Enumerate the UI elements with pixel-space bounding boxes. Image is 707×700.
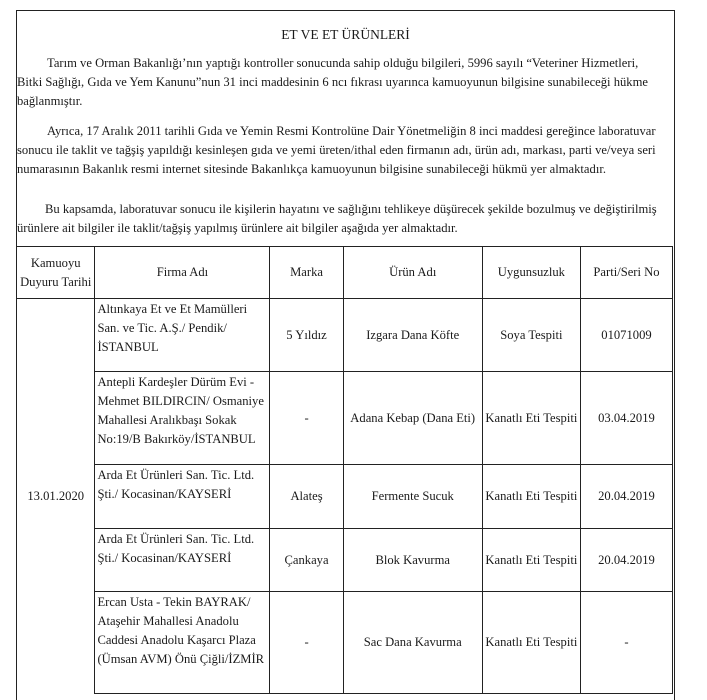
table-row bbox=[17, 529, 673, 592]
header-nonconformity: Uygunsuzluk bbox=[482, 247, 580, 299]
firm-cell: Ercan Usta - Tekin BAYRAK/ Ataşehir Mahallesi Anadolu Caddesi Anadolu Kaşarcı Plaza (Ümsan AVM) Önü Çiğli/İZMİR bbox=[95, 592, 270, 694]
nonconformity-cell: Kanatlı Eti Tespiti bbox=[482, 529, 580, 592]
brand-cell: Alateş bbox=[270, 465, 343, 529]
firm-cell: Altınkaya Et ve Et Mamülleri San. ve Tic. A.Ş./ Pendik/İSTANBUL bbox=[95, 299, 270, 372]
nonconformity-cell: Soya Tespiti bbox=[482, 299, 580, 372]
header-firm-name: Firma Adı bbox=[95, 247, 270, 299]
header-lot-number: Parti/Seri No bbox=[580, 247, 672, 299]
firm-cell: Antepli Kardeşler Dürüm Evi - Mehmet BILDIRCIN/ Osmaniye Mahallesi Aralıkbaşı Sokak No:19/B Bakırköy/İSTANBUL bbox=[95, 372, 270, 465]
scope-paragraph: Bu kapsamda, laboratuvar sonucu ile kişilerin hayatını ve sağlığını tehlikeye düşürecek şekilde bozulmuş ve değiştirilmiş ürünlere ait bilgiler ile taklit/tağşiş yapılmış ürünlere ait bilgiler aşağıda yer almaktadır. bbox=[17, 202, 657, 235]
lot-cell: - bbox=[580, 592, 672, 694]
brand-cell: - bbox=[270, 592, 343, 694]
lot-cell: 20.04.2019 bbox=[580, 529, 672, 592]
header-brand: Marka bbox=[270, 247, 343, 299]
brand-cell: Çankaya bbox=[270, 529, 343, 592]
header-announcement-date: Kamuoyu Duyuru Tarihi bbox=[17, 247, 95, 299]
table-row bbox=[17, 372, 673, 465]
nonconformity-cell: Kanatlı Eti Tespiti bbox=[482, 592, 580, 694]
product-cell: Fermente Sucuk bbox=[343, 465, 482, 529]
regulation-paragraph: Ayrıca, 17 Aralık 2011 tarihli Gıda ve Yemin Resmi Kontrolüne Dair Yönetmeliğin 8 inci maddesi gereğince laboratuvar sonucu ile taklit ve tağşiş yapıldığı kesinleşen gıda ve yemi üreten/ithal eden firmanın adı, ürün adı, markası, parti ve/veya seri numarasının Bakanlık resmi internet sitesinde Bakanlıkça kamuoyunun bilgisine sunabileceği hükmü yer almaktadır. bbox=[17, 124, 656, 176]
lot-cell: 03.04.2019 bbox=[580, 372, 672, 465]
document-title: ET VE ET ÜRÜNLERİ bbox=[281, 27, 410, 42]
table-row bbox=[17, 299, 673, 372]
product-cell: Sac Dana Kavurma bbox=[343, 592, 482, 694]
product-cell: Blok Kavurma bbox=[343, 529, 482, 592]
header-product-name: Ürün Adı bbox=[343, 247, 482, 299]
brand-cell: 5 Yıldız bbox=[270, 299, 343, 372]
product-cell: Adana Kebap (Dana Eti) bbox=[343, 372, 482, 465]
nonconformity-cell: Kanatlı Eti Tespiti bbox=[482, 372, 580, 465]
table-header-row bbox=[17, 247, 673, 299]
violations-table bbox=[16, 246, 673, 694]
firm-cell: Arda Et Ürünleri San. Tic. Ltd. Şti./ Kocasinan/KAYSERİ bbox=[95, 529, 270, 592]
lot-cell: 01071009 bbox=[580, 299, 672, 372]
lot-cell: 20.04.2019 bbox=[580, 465, 672, 529]
brand-cell: - bbox=[270, 372, 343, 465]
table-row bbox=[17, 592, 673, 694]
firm-cell: Arda Et Ürünleri San. Tic. Ltd. Şti./ Kocasinan/KAYSERİ bbox=[95, 465, 270, 529]
document-page bbox=[16, 10, 675, 700]
intro-paragraph: Tarım ve Orman Bakanlığı’nın yaptığı kontroller sonucunda sahip olduğu bilgileri, 5996 sayılı “Veteriner Hizmetleri, Bitki Sağlığı, Gıda ve Yem Kanunu”nun 31 inci maddesinin 6 ncı fıkrası uyarınca kamuoyunun bilgisine sunabileceği hükme bağlanmıştır. bbox=[17, 56, 648, 108]
product-cell: Izgara Dana Köfte bbox=[343, 299, 482, 372]
nonconformity-cell: Kanatlı Eti Tespiti bbox=[482, 465, 580, 529]
announcement-date-cell: 13.01.2020 bbox=[17, 299, 95, 694]
table-row bbox=[17, 465, 673, 529]
